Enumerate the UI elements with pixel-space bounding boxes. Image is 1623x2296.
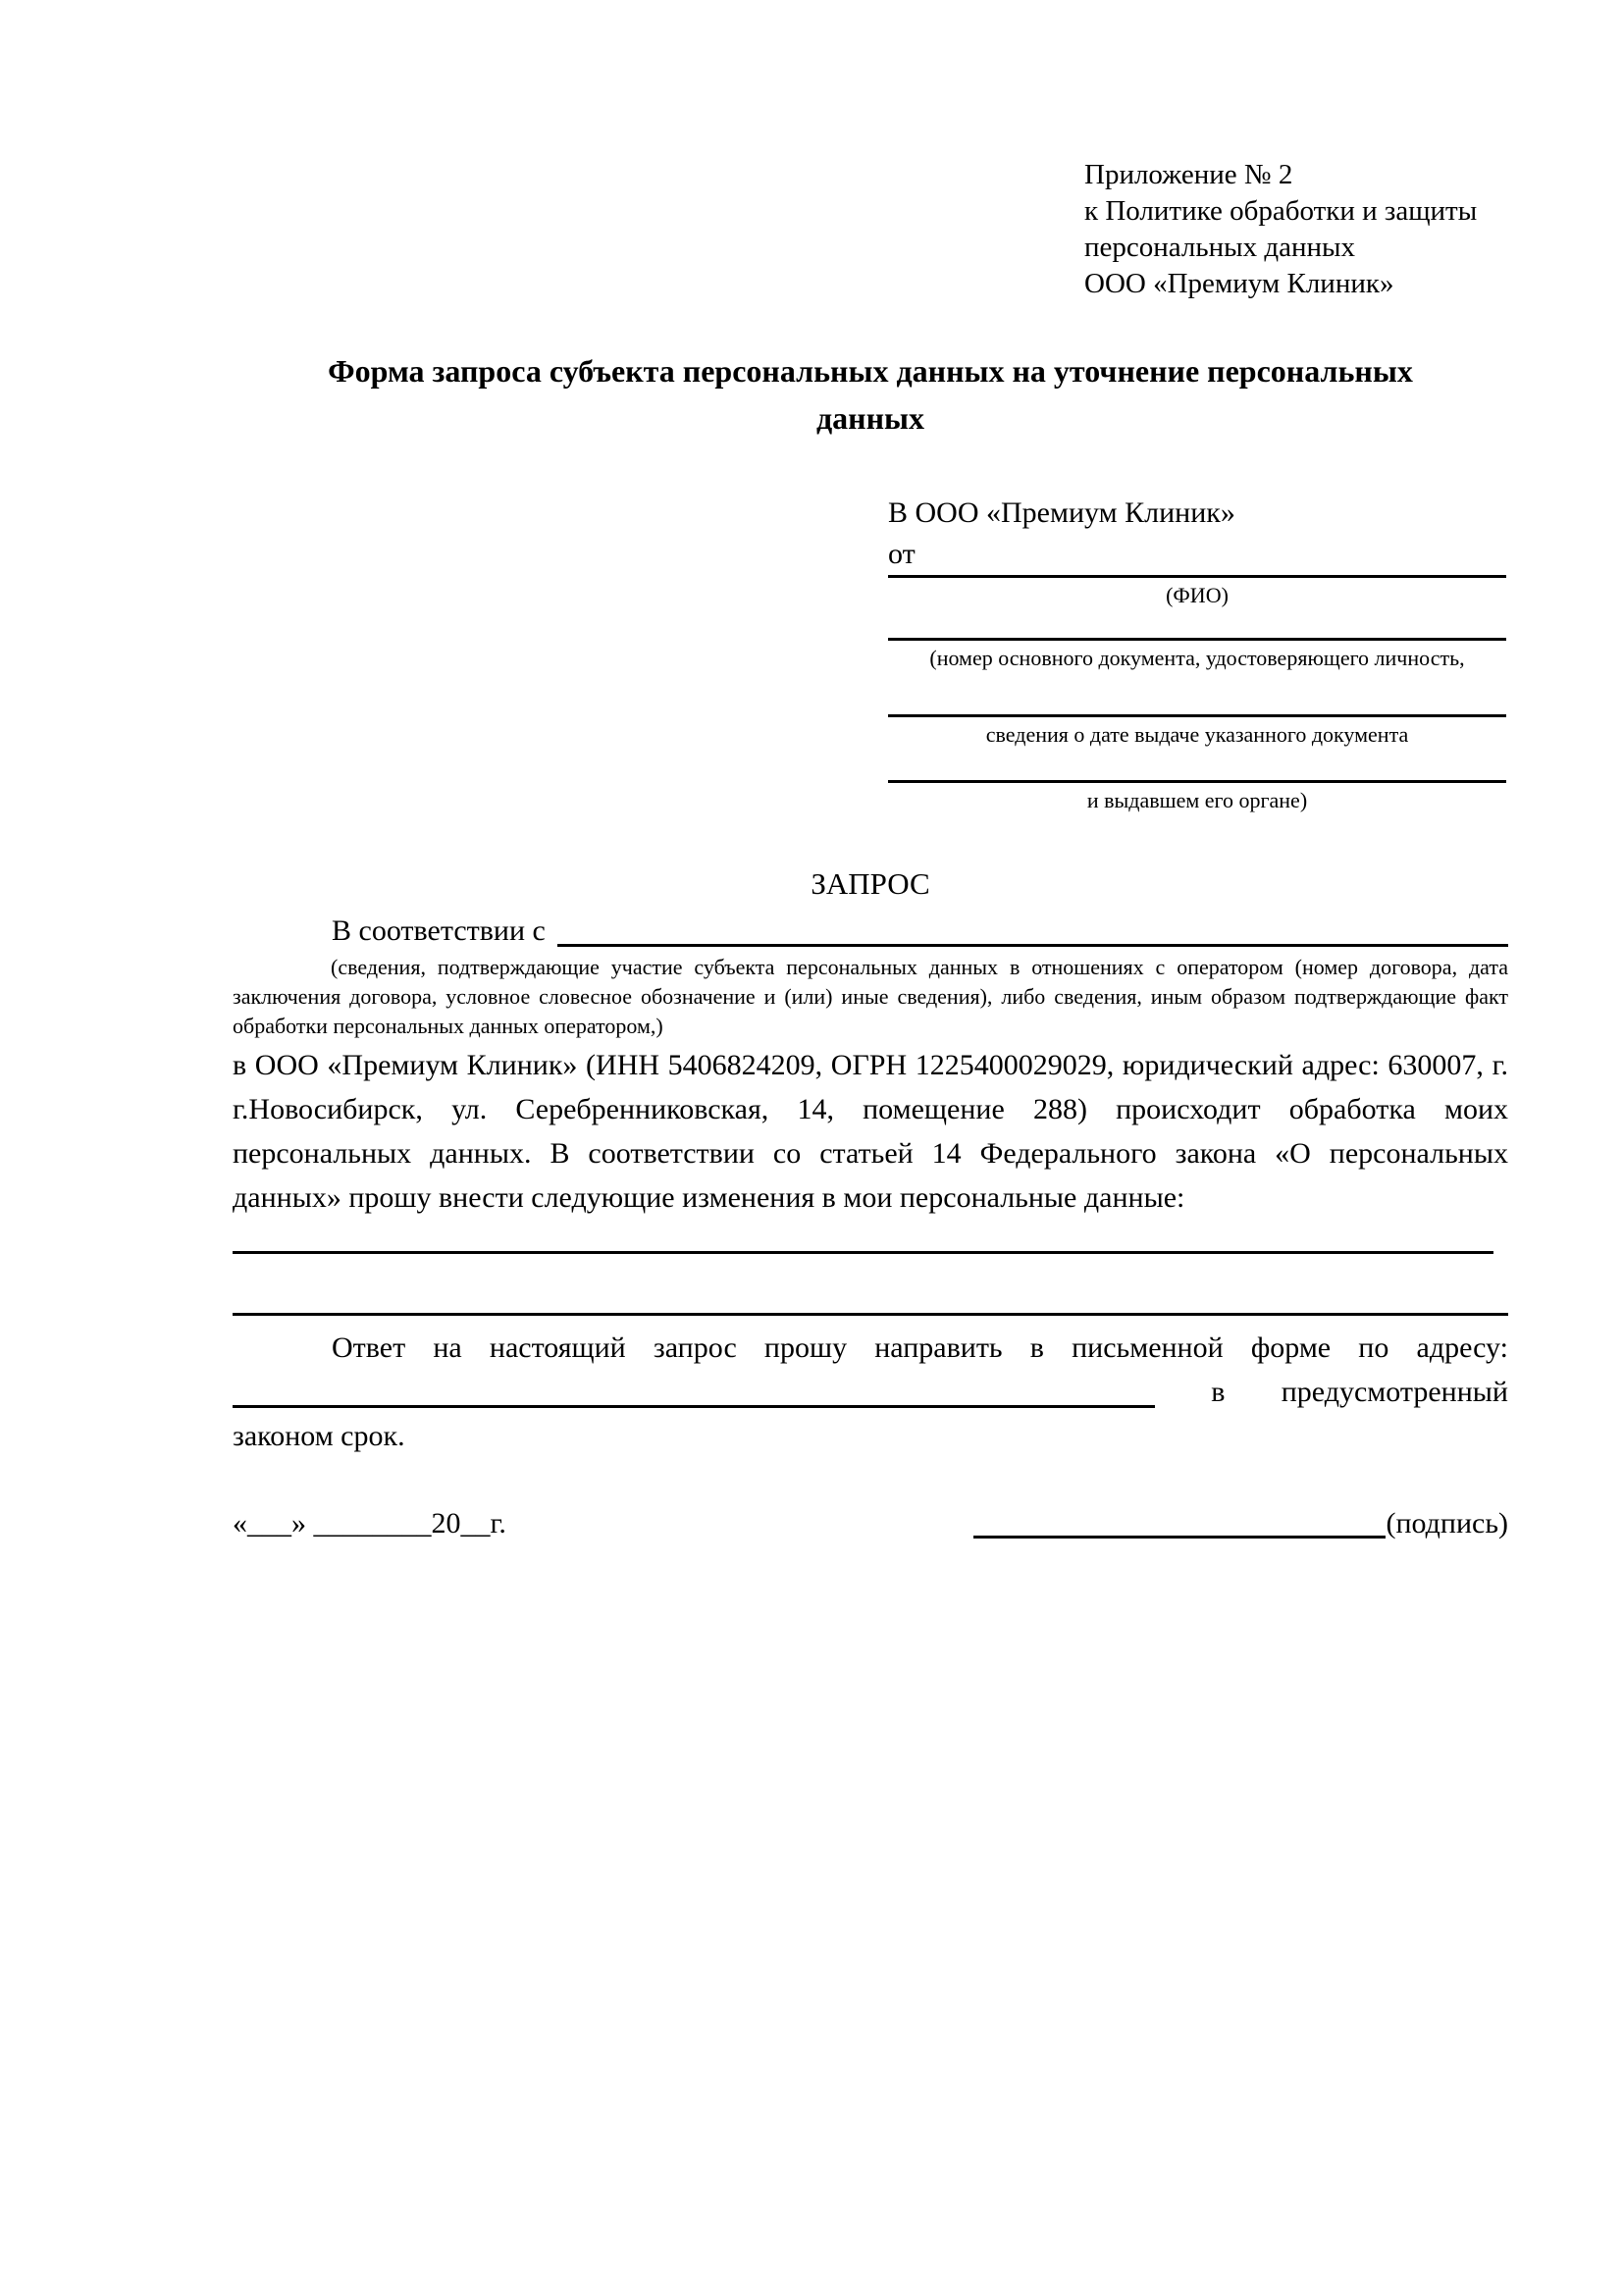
document-content xyxy=(233,0,1508,1544)
body-paragraph: в ООО «Премиум Клиник» (ИНН 5406824209, ОГРН 1225400029029, юридический адрес: 630007, г. г.Новосибирск, ул. Серебренниковская, 14, помещение 288) происходит обработка моих персональных данных. В соответствии со статьей 14 Федерального закона «О персональных данных» прошу внести следующие изменения в мои персональные данные: xyxy=(233,1049,1508,1214)
field-caption-document-number: (номер основного документа, удостоверяющего личность, xyxy=(929,646,1465,670)
appendix-line-3: персональных данных xyxy=(1084,232,1356,263)
document-title: Форма запроса субъекта персональных данных на уточнение персональных данных xyxy=(328,353,1413,436)
signature-area xyxy=(973,1503,1508,1544)
blank-field-line-issuing-authority xyxy=(888,748,1506,783)
date-signature-row xyxy=(233,1503,1508,1544)
reply-tail-word: предусмотренный xyxy=(1281,1376,1508,1408)
blank-field-line-reply-address xyxy=(233,1405,1155,1408)
blank-field-line-accordance xyxy=(557,944,1508,947)
signature-caption: (подпись) xyxy=(1386,1507,1508,1539)
date-blank-line: «___» ________20__г. xyxy=(233,1507,506,1539)
accordance-lead-text: В соответствии с xyxy=(332,914,546,947)
request-heading: ЗАПРОС xyxy=(811,866,930,901)
field-caption-issuing-authority: и выдавшем его органе) xyxy=(1086,788,1308,812)
reply-mid-word: в xyxy=(1211,1376,1226,1408)
appendix-line-2: к Политике обработки и защиты xyxy=(1084,195,1478,227)
appendix-line-1: Приложение № 2 xyxy=(1084,159,1293,190)
appendix-line-4: ООО «Премиум Клиник» xyxy=(1084,268,1394,299)
appendix-header-block xyxy=(1084,157,1508,302)
accordance-note: (сведения, подтверждающие участие субъекта персональных данных в отношениях с оператором (номер договора, дата заключения договора, условное словесное обозначение и (или) иные сведения), либо сведения, иным образом подтверждающие факт обработки персональных данных оператором,) xyxy=(233,955,1508,1038)
blank-field-line-signature xyxy=(973,1536,1386,1539)
field-caption-issue-date: сведения о дате выдаче указанного документа xyxy=(985,722,1409,747)
reply-paragraph-line-1: Ответ на настоящий запрос прошу направить в письменной форме по адресу: xyxy=(332,1331,1508,1364)
blank-field-line-issue-date xyxy=(888,671,1506,717)
addressee-from: от xyxy=(888,534,1506,578)
accordance-row xyxy=(233,910,1508,953)
addressee-to: В ООО «Премиум Клиник» xyxy=(888,496,1235,529)
addressee-block xyxy=(888,493,1506,813)
blank-field-line-document-number xyxy=(888,608,1506,641)
blank-field-line-changes-1 xyxy=(233,1220,1493,1254)
reply-paragraph-line-2 xyxy=(233,1370,1508,1414)
field-caption-fio: (ФИО) xyxy=(1166,583,1229,607)
blank-field-line-changes-2 xyxy=(233,1254,1508,1316)
reply-paragraph-line-3: законом срок. xyxy=(233,1420,405,1452)
